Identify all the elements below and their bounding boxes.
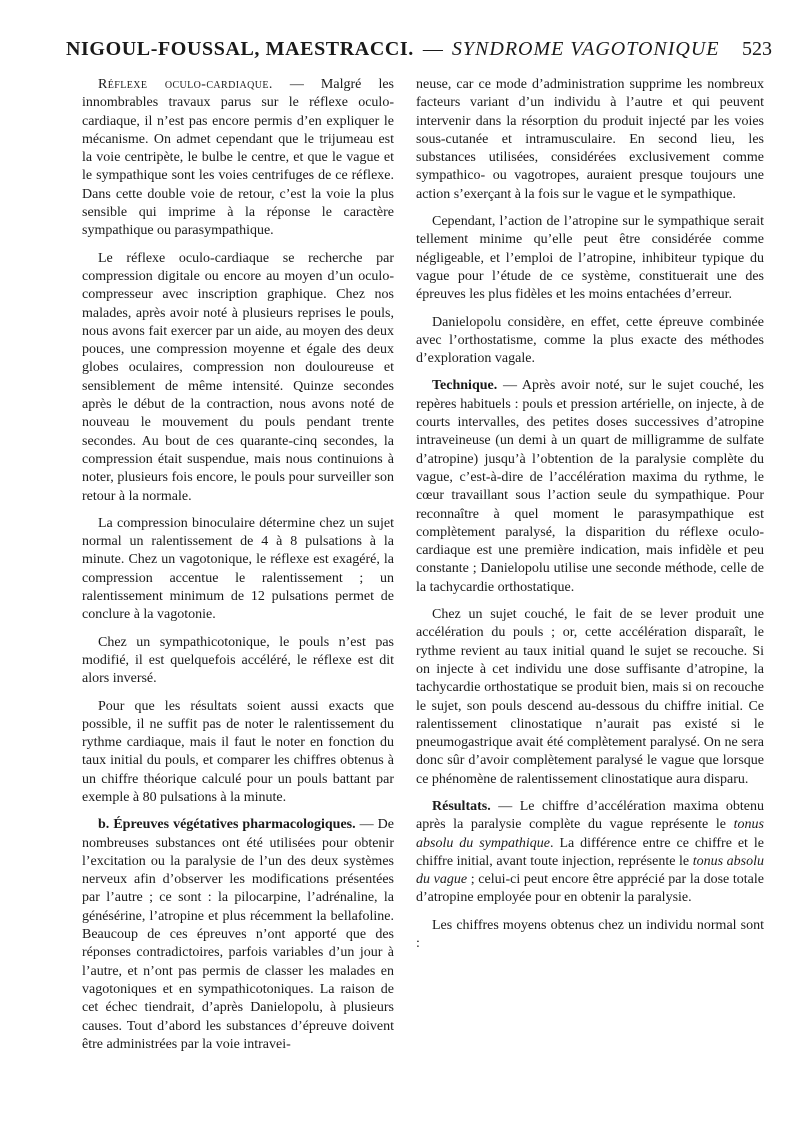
paragraph-technique <box>416 377 764 597</box>
paragraph-text: — Le chiffre d’accélération maxima obtenu après la paralysie complète du vague représente le <box>416 798 764 833</box>
paragraph-text: — Malgré les innombrables travaux parus sur le réflexe oculo-cardiaque, il n’est pas encore permis d’en expliquer le mécanisme. On admet cependant que le trijumeau est la voie centripète, le bulbe le centre, et que le vague et le sympathique sont les voies centrifuges de ce réflexe. Dans cette double voie de retour, c’est la voie la plus sensible qui imprime à la réponse le caractère sympathique ou parasympathique. <box>82 77 394 239</box>
section-heading-reflexe: Réflexe oculo-cardiaque. <box>98 77 273 92</box>
header-authors: NIGOUL-FOUSSAL, MAESTRACCI. <box>66 38 414 60</box>
header-dash: — <box>422 38 443 60</box>
paragraph-atropine-action: Cependant, l’action de l’atropine sur le sympathique serait tellement minime qu’elle peut être considérée comme négligeable, et l’emploi de l’atropine, inhibiteur typique du vague pour l’étude de ce système, constituerait une des épreuves les plus fidèles et les moins entachées d’erreur. <box>416 214 764 303</box>
term-tonus-sympathique: tonus absolu du sympathique <box>416 817 764 851</box>
paragraph-compression-method: Le réflexe oculo-cardiaque se recherche par compression digitale ou encore au moyen d’un oculo-compresseur avec inscription graphique. Chez nos malades, après avoir noté à plusieurs reprises le pouls, nous avons fait exercer par un aide, au moyen des deux pouces, une compression moyenne et égale des deux globes oculaires, compression non douloureuse et sensiblement de même intensité. Quinze secondes après le début de la contraction, nous avons noté de nouveau le mouvement du pouls pendant trente secondes. Au bout de ces quarante-cinq secondes, la compression était suspendue, mais nous continuions à noter, plusieurs fois encore, le pouls pour surveiller son retour à la normale. <box>82 250 394 504</box>
paragraph-text: ; celui-ci peut encore être apprécié par la dose totale d’atropine employée pour en obtenir la paralysie. <box>416 872 764 906</box>
section-heading-resultats: Résultats. <box>432 798 491 814</box>
paragraph-reflexe-oculo-cardiaque <box>82 76 394 241</box>
term-tonus-vague: tonus absolu du vague <box>416 853 764 888</box>
running-header <box>66 38 772 68</box>
paragraph-resultats <box>416 798 764 908</box>
paragraph-sympathicotonique: Chez un sympathicotonique, le pouls n’est pas modifié, il est quelquefois accéléré, le réflexe est dit alors inversé. <box>82 634 394 687</box>
right-column <box>416 76 764 962</box>
header-title: SYNDROME VAGOTONIQUE <box>451 38 720 60</box>
paragraph-chiffres-moyens: Les chiffres moyens obtenus chez un individu normal sont : <box>416 917 764 952</box>
page-number: 523 <box>742 38 772 60</box>
paragraph-epreuves-pharmacologiques <box>82 816 394 1054</box>
section-heading-technique: Technique. <box>432 378 498 394</box>
paragraph-exact-results: Pour que les résultats soient aussi exacts que possible, il ne suffit pas de noter le ralentissement du rythme cardiaque, mais il faut le noter en fonction du taux initial du pouls, et comparer les chiffres obtenus à un chiffre théorique calculé pour un pouls battant par exemple à 80 pulsations à la minute. <box>82 698 394 805</box>
paragraph-text: . La différence entre ce chiffre et le chiffre initial, avant toute injection, représente le <box>416 835 764 869</box>
paragraph-clinostatique: Chez un sujet couché, le fait de se lever produit une accélération du pouls ; or, cette accélération disparaît, le rythme revient au taux initial quand le sujet se recouche. Si on injecte à cet individu une dose suffisante d’atropine, la tachycardie orthostatique se produit bien, mais si on recouche le sujet, son pouls descend au-dessous du chiffre initial. Ce ralentissement clinostatique n’aurait pas existé si le pneumogastrique avait été complètement paralysé. On ne sera donc sûr d’avoir complètement paralysé le vague que lorsque ce phénomène de ralentissement clinostatique aura disparu. <box>416 607 764 787</box>
paragraph-text: — De nombreuses substances ont été utilisées pour obtenir l’excitation ou la paralysie de l’un des deux systèmes nerveux afin d’observer les modifications présentées par l’autre ; ce sont : la pilocarpine, l’adrénaline, la génésérine, l’atropine et plus récemment la bellafoline. Beaucoup de ces épreuves n’ont apporté que des réponses contradictoires, parfois variables d’un jour à l’autre, et n’ont pas permis de classer les malades en vagotoniques et en sympathicotoniques. La raison de cet échec tiendrait, d’après Danielopolu, à plusieurs causes. Tout d’abord les substances d’épreuve doivent être administrées par la voie intravei- <box>82 817 394 1052</box>
paragraph-text: — Après avoir noté, sur le sujet couché, les repères habituels : pouls et pression artérielle, on injecte, à de courts intervalles, des petites doses successives d’atropine intraveineuse (un demi à un quart de milligramme de sulfate d’atropine) jusqu’à l’obtention de la paralysie complète du vague, c’est-à-dire de l’accélération maxima du rythme, le cœur travaillant sous l’action seule du sympathique. Pour reconnaître à quel moment le parasympathique est complètement paralysé, la disparition du réflexe oculo-cardiaque est une première indication, mais infidèle et peu constante ; Danielopolu utilise une seconde méthode, celle de la tachycardie orthostatique. <box>416 378 764 595</box>
paragraph-binocular-compression: La compression binoculaire détermine chez un sujet normal un ralentissement de 4 à 8 pulsations à la minute. Chez un vagotonique, le réflexe est exagéré, la compression accentue le ralentissement ; un ralentissement minimum de 12 pulsations permet de conclure à la vagotonie. <box>82 515 394 623</box>
section-heading-epreuves: b. Épreuves végétatives pharmacologiques. <box>98 817 356 833</box>
paragraph-danielopolu: Danielopolu considère, en effet, cette épreuve combinée avec l’orthostatisme, comme la plus exacte des méthodes d’exploration vagale. <box>416 314 764 367</box>
left-column <box>82 76 394 1063</box>
paragraph-continuation: neuse, car ce mode d’administration supprime les nombreux facteurs variant d’un individu à l’autre et qui peuvent intervenir dans la résorption du produit injecté par les voies sous-cutanée et intramusculaire. En second lieu, les substances utilisées, considérées exclusivement comme sympathico- ou vagotropes, auraient presque toujours une action s’exerçant à la fois sur le vague et le sympathique. <box>416 77 764 202</box>
